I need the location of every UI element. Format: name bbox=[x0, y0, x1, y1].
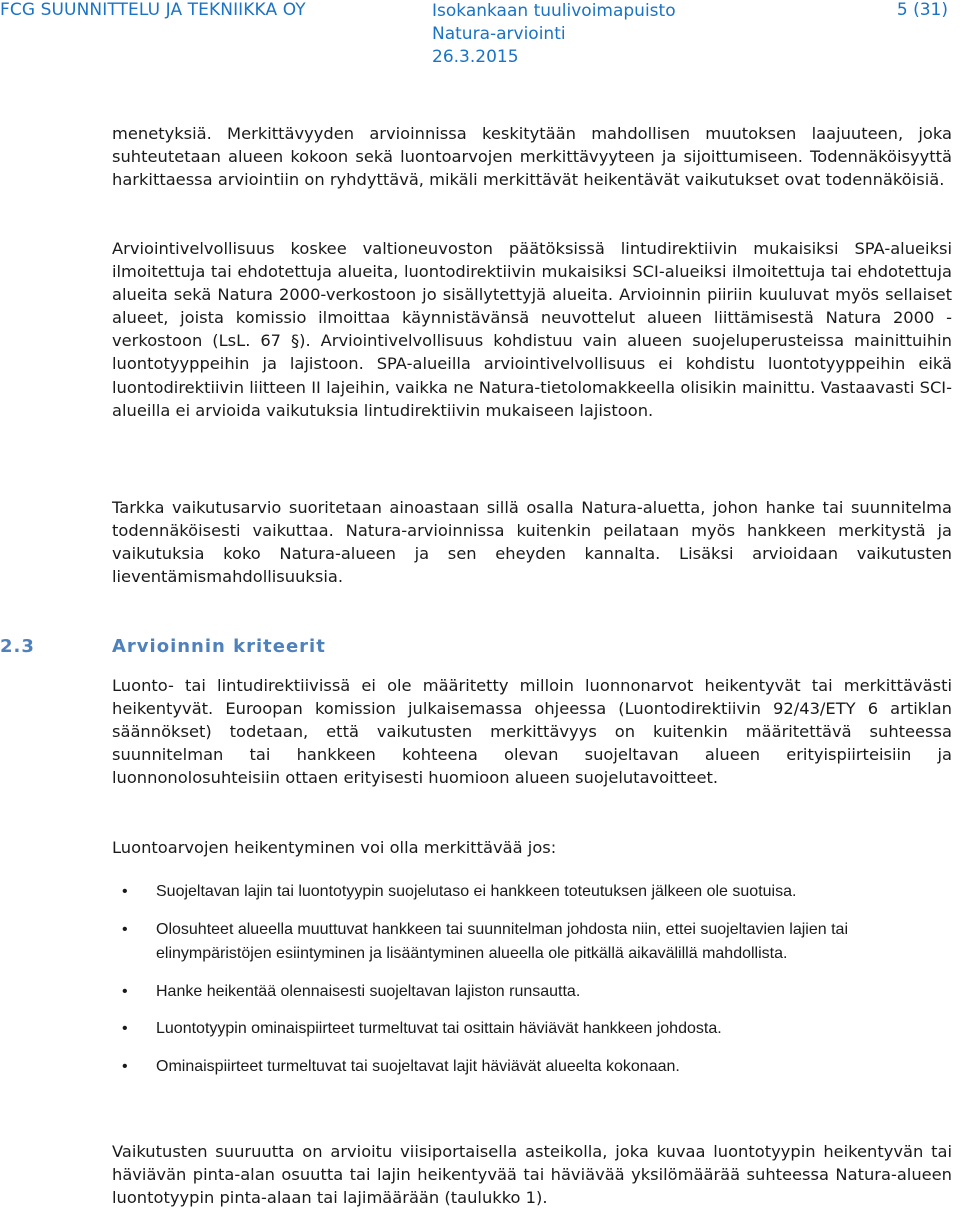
paragraph-assessment-scope: Tarkka vaikutusarvio suoritetaan ainoastaan sillä osalla Natura-aluetta, johon hanke tai suunnitelma todennäköisesti vaikuttaa. Natura-arvioinnissa kuitenkin peilataan myös hankkeen merkitystä ja vaikutuksia koko Natura-alueen ja sen eheyden kannalta. Lisäksi arvioidaan vaikutusten lieventämismahdollisuuksia. bbox=[112, 498, 952, 587]
paragraph-significance: menetyksiä. Merkittävyyden arvioinnissa keskitytään mahdollisen muutoksen laajuuteen, joka suhteutetaan alueen kokoon sekä luontoarvojen merkittävyyteen ja sijoittumiseen. Todennäköisyyttä harkittaessa arviointiin on ryhdyttävä, mikäli merkittävät heikentävät vaikutukset ovat todennäköisiä. bbox=[112, 124, 952, 190]
list-item: • Ominaispiirteet turmeltuvat tai suojeltavat lajit häviävät alueelta kokonaan. bbox=[122, 1055, 952, 1080]
header-project-block bbox=[432, 0, 676, 69]
company-name: FCG SUUNNITTELU JA TEKNIIKKA OY bbox=[0, 0, 306, 20]
criteria-list bbox=[122, 880, 952, 1079]
section-title: Arvioinnin kriteerit bbox=[112, 636, 326, 657]
page-header bbox=[0, 0, 960, 72]
document-type: Natura-arviointi bbox=[432, 24, 566, 44]
list-item: • Luontotyypin ominaispiirteet turmeltuvat tai osittain häviävät hankkeen johdosta. bbox=[122, 1017, 952, 1042]
list-item: • Olosuhteet alueella muuttuvat hankkeen tai suunnitelman johdosta niin, ettei suojeltavien lajien tai elinympäristöjen esiintyminen ja lisääntyminen alueella ole pitkällä aikavälillä mahdollista. bbox=[122, 918, 952, 967]
paragraph-criteria-intro: Luontoarvojen heikentyminen voi olla merkittävää jos: bbox=[112, 838, 557, 857]
document-date: 26.3.2015 bbox=[432, 47, 519, 67]
page-number: 5 (31) bbox=[896, 0, 948, 20]
list-item: • Suojeltavan lajin tai luontotyypin suojelutaso ei hankkeen toteutuksen jälkeen ole suotuisa. bbox=[122, 880, 952, 905]
paragraph-obligation: Arviointivelvollisuus koskee valtioneuvoston päätöksissä lintudirektiivin mukaisiksi SPA-alueiksi ilmoitettuja tai ehdotettuja alueita, luontodirektiivin mukaisiksi SCI-alueiksi ilmoitettuja tai ehdotettuja alueita sekä Natura 2000-verkostoon jo sisällytettyjä alueita. Arvioinnin piiriin kuuluvat myös sellaiset alueet, joista komissio ilmoittaa käynnistävänsä neuvottelut alueen liittämisestä Natura 2000 -verkostoon (LsL. 67 §). Arviointivelvollisuus kohdistuu vain alueen suojeluperusteissa mainittuihin luontotyyppeihin ja lajistoon. SPA-alueilla arviointivelvollisuus ei kohdistu luontotyyppeihin eikä luontodirektiivin liitteen II lajeihin, vaikka ne Natura-tietolomakkeella olisikin mainittu. Vastaavasti SCI-alueilla ei arvioida vaikutuksia lintudirektiivin mukaiseen lajistoon. bbox=[112, 239, 952, 420]
list-item: • Hanke heikentää olennaisesti suojeltavan lajiston runsautta. bbox=[122, 980, 952, 1005]
project-name: Isokankaan tuulivoimapuisto bbox=[432, 1, 676, 21]
paragraph-magnitude: Vaikutusten suuruutta on arvioitu viisiportaisella asteikolla, joka kuvaa luontotyypin heikentyvän tai häviävän pinta-alan osuutta tai lajin heikentyvää tai häviävää yksilömäärää suhteessa Natura-alueen luontotyypin pinta-alaan tai lajimäärään (taulukko 1). bbox=[112, 1142, 952, 1208]
paragraph-criteria: Luonto- tai lintudirektiivissä ei ole määritetty milloin luonnonarvot heikentyvät tai merkittävästi heikentyvät. Euroopan komission julkaisemassa ohjeessa (Luontodirektiivin 92/43/ETY 6 artiklan säännökset) todetaan, että vaikutusten merkittävyys on kuitenkin määritettävä suhteessa suunnitelman tai hankkeen kohteena olevan suojeltavan alueen erityispiirteisiin ja luonnonolosuhteisiin ottaen erityisesti huomioon alueen suojelutavoitteet. bbox=[112, 676, 952, 788]
section-number: 2.3 bbox=[0, 636, 35, 657]
